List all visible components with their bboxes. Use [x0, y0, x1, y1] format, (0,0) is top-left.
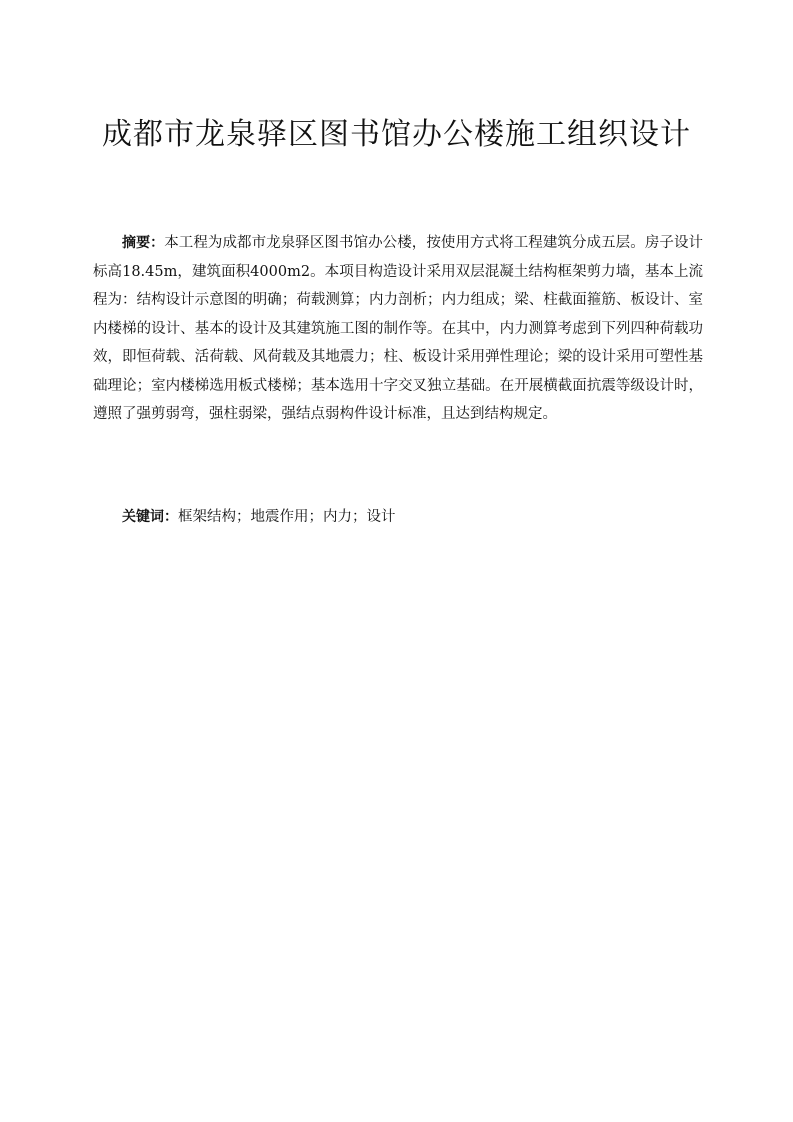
keywords-paragraph — [93, 503, 703, 531]
abstract-text: 本工程为成都市龙泉驿区图书馆办公楼，按使用方式将工程建筑分成五层。房子设计标高18.45m，建筑面积4000m2。本项目构造设计采用双层混凝土结构框架剪力墙，基本上流程为：结构设计示意图的明确；荷载测算；内力剖析；内力组成；梁、柱截面箍筋、板设计、室内楼梯的设计、基本的设计及其建筑施工图的制作等。在其中，内力测算考虑到下列四种荷载功效，即恒荷载、活荷载、风荷载及其地震力；柱、板设计采用弹性理论；梁的设计采用可塑性基础理论；室内楼梯选用板式楼梯；基本选用十字交叉独立基础。在开展横截面抗震等级设计时，遵照了强剪弱弯，强柱弱梁，强结点弱构件设计标准，且达到结构规定。 — [93, 235, 704, 422]
abstract-label: 摘要： — [122, 235, 165, 251]
page-title: 成都市龙泉驿区图书馆办公楼施工组织设计 — [102, 117, 691, 152]
keywords-text: 框架结构；地震作用；内力；设计 — [178, 509, 396, 525]
abstract-paragraph — [93, 229, 703, 429]
keywords-label: 关键词： — [122, 509, 178, 525]
